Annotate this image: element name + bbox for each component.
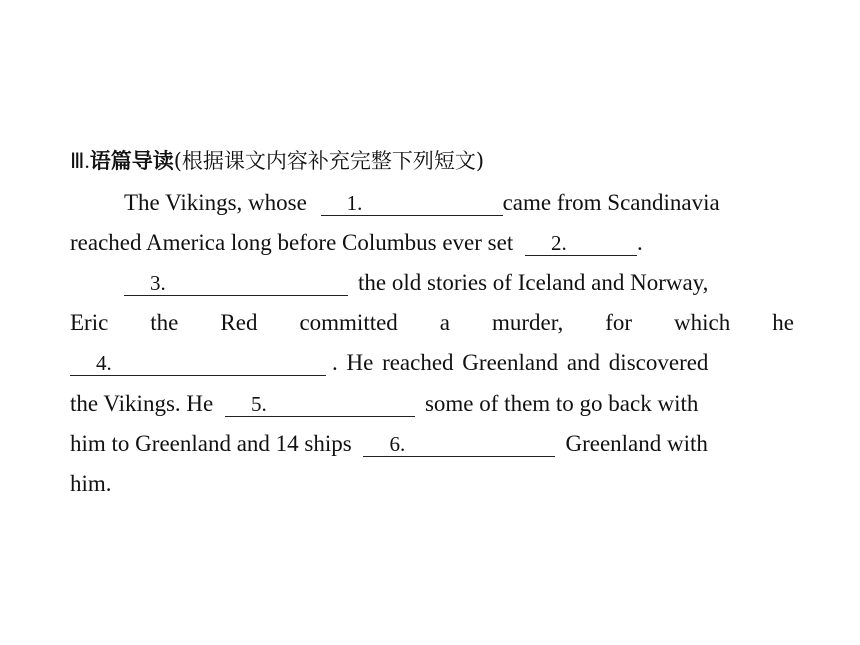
passage-text: the old stories of Iceland and Norway, [358,270,709,295]
passage-text: some of them to go back with [424,391,699,416]
passage-word: the [150,310,179,335]
passage-text: him. [70,471,112,496]
passage-text: The Vikings, whose [124,190,307,215]
passage-line-1 [124,188,794,218]
passage-word: murder, [492,310,564,335]
blank-number: 1. [346,191,363,215]
passage-text: him to Greenland and 14 ships [70,431,352,456]
passage-word: which [674,310,731,335]
answer-blank-6[interactable] [363,432,555,457]
passage-text: Greenland with [565,431,708,456]
passage-line-3 [124,268,794,298]
answer-blank-4[interactable] [70,351,326,376]
passage-word: a [439,310,451,335]
passage-line-6 [70,389,794,419]
passage-text: . He reached Greenland and discovered [332,350,709,375]
answer-blank-5[interactable] [225,392,415,417]
passage-word: Eric [70,310,109,335]
passage-text: reached America long before Columbus ever set [70,230,514,255]
section-title: 语篇导读 [89,149,174,173]
answer-blank-1[interactable] [321,191,503,216]
passage-word: Red [220,310,258,335]
blank-number: 4. [96,351,112,375]
answer-blank-2[interactable] [525,231,637,256]
passage-text: came from Scandinavia [502,190,720,215]
section-heading [70,146,484,176]
passage-word: for [605,310,633,335]
passage-word: he [772,310,794,335]
passage-line-8 [70,469,794,499]
passage-line-2 [70,228,794,258]
passage-line-7 [70,429,794,459]
passage-line-4 [70,308,794,338]
blank-number: 3. [150,271,166,295]
blank-number: 6. [389,432,406,456]
passage-word: committed [299,310,398,335]
answer-blank-3[interactable] [124,271,348,296]
section-numeral: Ⅲ. [70,149,90,173]
section-instruction: (根据课文内容补充完整下列短文) [173,149,485,173]
passage-text: the Vikings. He [70,391,214,416]
passage-line-5 [70,348,794,378]
passage-text: . [636,230,643,255]
blank-number: 2. [550,231,567,255]
blank-number: 5. [250,392,267,416]
